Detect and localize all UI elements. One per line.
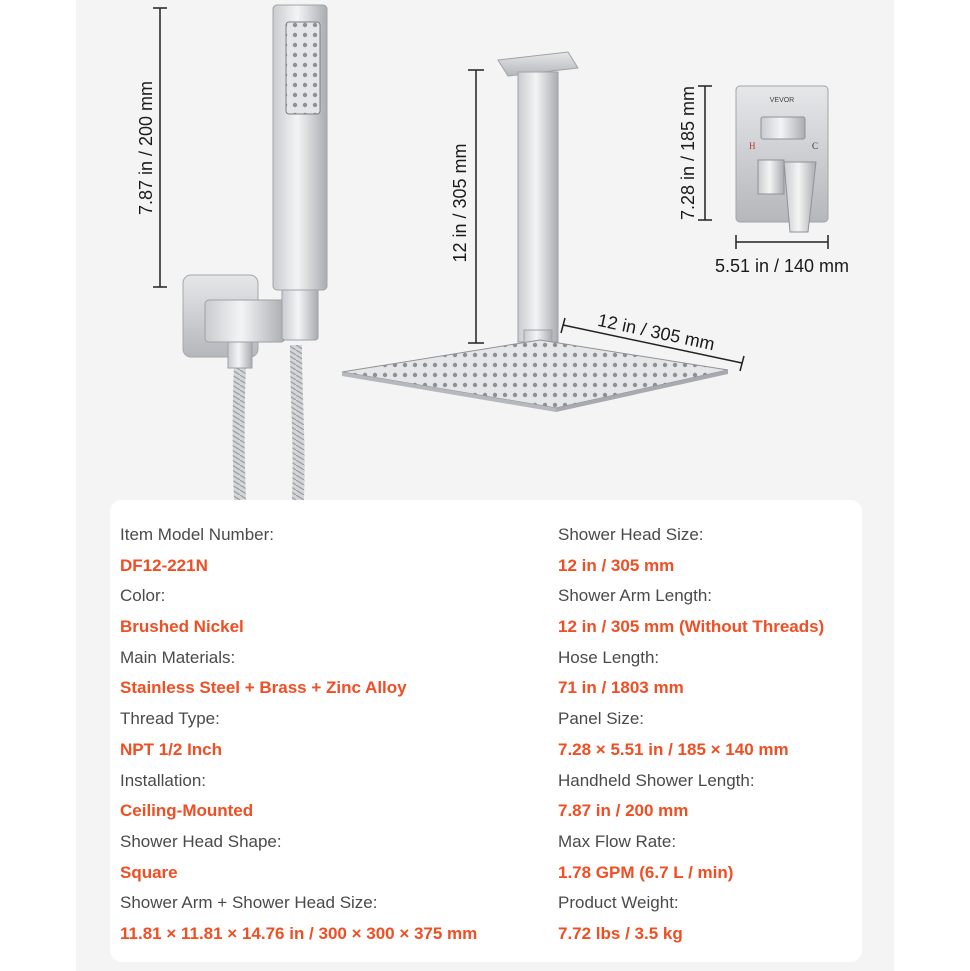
head-size-label: 12 in / 305 mm [595,309,717,355]
spec-value: 7.87 in / 200 mm [558,801,689,821]
spec-value: 7.28 × 5.51 in / 185 × 140 mm [558,739,789,759]
spec-label: Product Weight: [558,893,679,913]
spec-value: Ceiling-Mounted [120,801,254,821]
arm-dimension [450,70,484,343]
spec-panel [110,500,862,962]
hose-right [296,345,299,500]
handheld-dimension [136,8,167,287]
spec-value: 11.81 × 11.81 × 14.76 in / 300 × 300 × 375 mm [120,923,478,943]
ceiling-shower-group [342,52,728,412]
handheld-spray-face [286,22,320,114]
arm-length-label: 12 in / 305 mm [450,143,470,263]
handheld-connector [282,288,318,340]
spec-value: 12 in / 305 mm (Without Threads) [558,617,825,637]
spec-value: 1.78 GPM (6.7 L / min) [558,862,734,882]
spec-label: Panel Size: [558,709,644,729]
hot-indicator: H [749,141,756,151]
cold-indicator: C [812,141,819,151]
spec-label: Shower Head Size: [558,525,704,544]
valve-panel-group [736,86,828,232]
spec-value: 7.72 lbs / 3.5 kg [558,923,683,943]
diverter-knob [761,117,805,139]
spec-value: Stainless Steel + Brass + Zinc Alloy [120,678,407,698]
spec-label: Color: [120,586,166,606]
spec-label: Main Materials: [120,647,236,667]
spec-label: Shower Arm Length: [558,586,713,606]
spec-label: Installation: [120,770,206,790]
wall-bracket-elbow [205,300,285,342]
valve-panel [736,86,828,222]
hose-left [239,365,241,500]
spec-label: Handheld Shower Length: [558,770,755,790]
rain-shower-head [342,340,728,408]
product-illustration [76,0,894,500]
shower-arm [518,72,558,342]
spec-value: Brushed Nickel [120,617,244,637]
hose-nut [228,342,252,368]
spec-value: 71 in / 1803 mm [558,678,684,698]
spec-value: DF12-221N [120,555,208,575]
spec-label: Shower Head Shape: [120,831,282,851]
panel-brand-logo: VEVOR [769,97,795,104]
handheld-height-label: 7.87 in / 200 mm [136,80,156,216]
spec-value: NPT 1/2 Inch [120,739,223,759]
spec-column-left [120,520,477,950]
spec-label: Item Model Number: [120,525,274,544]
handheld-shower-group [183,5,327,500]
spec-label: Hose Length: [558,647,660,667]
spec-value: 12 in / 305 mm [558,555,675,575]
panel-width-label: 5.51 in / 140 mm [714,256,850,276]
spec-label: Thread Type: [120,709,220,729]
spec-label: Max Flow Rate: [558,831,677,851]
valve-body [758,160,784,194]
spec-value: Square [120,862,178,882]
panel-height-label: 7.28 in / 185 mm [678,85,698,221]
spec-label: Shower Arm + Shower Head Size: [120,893,378,913]
spec-column-right [558,520,824,950]
